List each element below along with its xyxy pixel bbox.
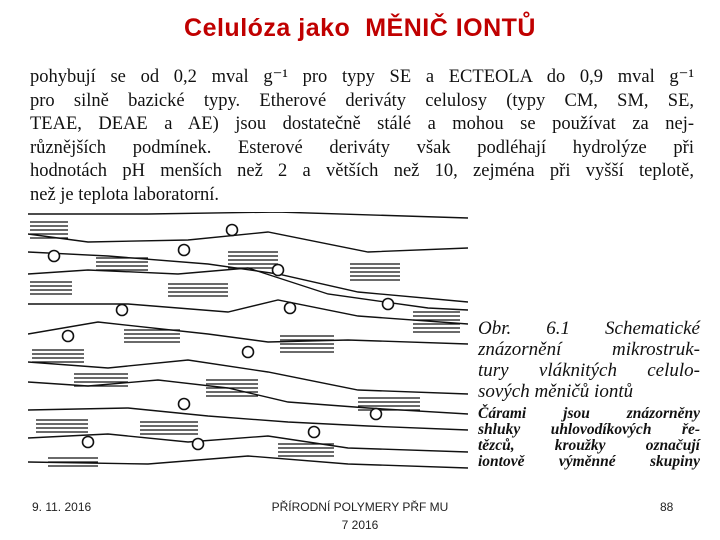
caption-description-line: tězců, kroužky označují: [478, 437, 700, 454]
caption-heading-line: Obr. 6.1 Schematické: [478, 318, 700, 339]
paragraph-line: TEAE, DEAE a AE) jsou dostatečně stálé a mohou se používat za nej-: [30, 114, 694, 134]
footer-course-label: [250, 498, 470, 534]
ion-exchange-group: [83, 437, 94, 448]
cluster: [228, 252, 278, 268]
cluster: [124, 330, 180, 342]
paragraph-line: pohybují se od 0,2 mval g⁻¹ pro typy SE a ECTEOLA do 0,9 mval g⁻¹: [30, 67, 694, 87]
cluster: [36, 420, 88, 432]
caption-heading-line: sových měničů iontů: [478, 381, 634, 402]
microstructure-figure: [28, 212, 468, 482]
ion-exchange-group: [117, 305, 128, 316]
cluster: [280, 336, 334, 352]
ion-exchange-group: [285, 303, 296, 314]
cluster: [350, 264, 400, 280]
footer-course-line: 7 2016: [341, 518, 379, 532]
caption-heading-line: tury vláknitých celulo-: [478, 360, 700, 381]
ion-exchange-group: [49, 251, 60, 262]
paragraph-line: než je teplota laboratorní.: [30, 184, 220, 205]
caption-description-line: Čárami jsou znázorněny: [478, 405, 700, 422]
ion-exchange-group: [63, 331, 74, 342]
ion-exchange-group: [273, 265, 284, 276]
ion-exchange-group: [179, 245, 190, 256]
paragraph-line: hodnotách pH menších než 2 a větších než 10, zejména při vyšší teplotě,: [30, 161, 694, 181]
ion-exchange-group: [227, 225, 238, 236]
ion-exchange-group: [193, 439, 204, 450]
cluster: [278, 444, 334, 456]
figure-caption: [478, 318, 700, 470]
cluster: [140, 422, 198, 434]
caption-description-line: shluky uhlovodíkových ře-: [478, 421, 700, 438]
caption-description-line: iontově výměnné skupiny: [478, 453, 700, 470]
ion-exchange-group: [383, 299, 394, 310]
cluster: [32, 350, 84, 362]
ion-exchange-group: [309, 427, 320, 438]
paragraph-line: pro silně bazické typy. Etherové deriváty celulosy (typy CM, SM, SE,: [30, 90, 694, 111]
hydrocarbon-clusters: [30, 222, 460, 466]
fiber-lines: [28, 212, 468, 468]
ion-exchange-group: [243, 347, 254, 358]
page-number: 88: [660, 500, 674, 514]
cluster: [48, 458, 98, 466]
footer-course-line: PŘÍRODNÍ POLYMERY PŘF MU: [271, 500, 449, 514]
cluster: [30, 282, 72, 294]
text-paragraph: [30, 66, 694, 207]
ion-exchange-group: [371, 409, 382, 420]
caption-heading-line: znázornění mikrostruk-: [478, 339, 700, 360]
ion-exchange-group: [179, 399, 190, 410]
caption-description: [478, 406, 700, 470]
caption-heading: [478, 318, 700, 402]
cluster: [168, 284, 228, 296]
slide-title: Celulóza jako MĚNIČ IONTŮ: [184, 14, 536, 42]
cluster: [96, 258, 148, 270]
paragraph-line: různějších podmínek. Esterové deriváty však podléhají hydrolýze při: [30, 137, 694, 158]
footer-date: 9. 11. 2016: [32, 500, 92, 514]
